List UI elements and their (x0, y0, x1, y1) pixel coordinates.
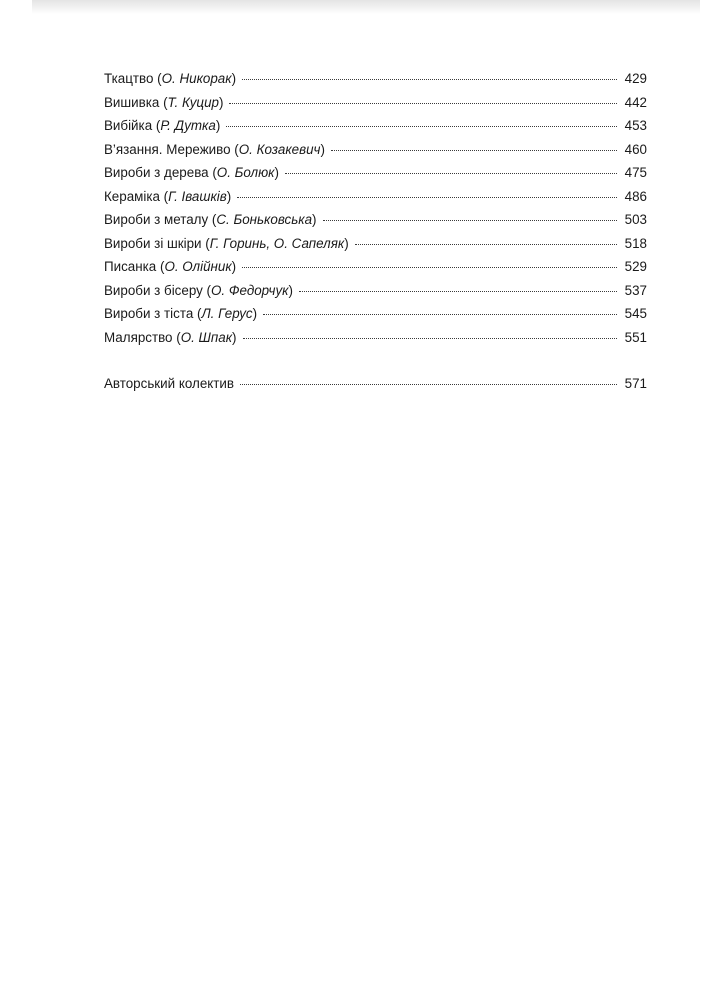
toc-entry-author: О. Шпак (180, 329, 233, 345)
toc-entry-title: Вироби з бісеру (104, 282, 203, 298)
toc-entry-vyshyvka[interactable] (104, 91, 647, 115)
dot-leader (331, 150, 617, 151)
toc-entry-label: Ткацтво (О. Никорак) (104, 71, 237, 86)
toc-entry-page: 460 (624, 141, 647, 157)
toc-entry-author: О. Никорак (161, 71, 232, 86)
dot-leader (229, 103, 617, 104)
toc-entry-page: 537 (624, 282, 647, 298)
toc-entry-author: О. Козакевич (238, 141, 321, 157)
toc-entry-maliarstvo[interactable] (104, 326, 647, 350)
toc-entry-title: Кераміка (104, 188, 160, 204)
dot-leader (242, 79, 617, 80)
toc-entry-title: Авторський колектив (104, 376, 234, 391)
toc-entry-title: Вироби з тіста (104, 306, 194, 321)
toc-entry-page: 551 (624, 329, 647, 345)
toc-entry-author: Т. Куцир (167, 94, 219, 110)
dot-leader (263, 314, 617, 315)
toc-entry-label: Вибійка (Р. Дутка) (104, 118, 221, 133)
toc-entry-title: Вишивка (104, 94, 160, 110)
toc-entry-vyroby-z-dereva[interactable] (104, 161, 647, 185)
toc-entry-label: Кераміка (Г. Івашків) (104, 188, 232, 204)
dot-leader (242, 267, 617, 268)
toc-entry-tkatstvo[interactable] (104, 67, 647, 91)
table-of-contents (104, 67, 647, 396)
toc-entry-title: Вироби зі шкіри (104, 235, 202, 251)
toc-entry-author: Г. Івашків (168, 188, 227, 204)
toc-entry-vybiika[interactable] (104, 114, 647, 138)
toc-entry-page: 442 (624, 94, 647, 110)
toc-entry-page: 475 (624, 165, 647, 180)
dot-leader (237, 197, 617, 198)
dot-leader (355, 244, 617, 245)
toc-entry-title: Ткацтво (104, 71, 154, 86)
toc-entry-author: Л. Герус (201, 306, 253, 321)
toc-entry-label: Вироби з тіста (Л. Герус) (104, 306, 258, 321)
toc-entry-pysanka[interactable] (104, 255, 647, 279)
toc-entry-vyroby-z-tista[interactable] (104, 302, 647, 326)
toc-entry-label: Малярство (О. Шпак) (104, 329, 237, 345)
dot-leader (243, 338, 618, 339)
toc-entry-viazannia[interactable] (104, 138, 647, 162)
toc-entry-page: 545 (624, 306, 647, 321)
toc-entry-keramika[interactable] (104, 185, 647, 209)
toc-entry-title: Малярство (104, 329, 173, 345)
toc-entry-avtorskyi-kolektyv[interactable] (104, 372, 647, 396)
toc-entry-title: Вибійка (104, 118, 153, 133)
dot-leader (226, 126, 617, 127)
page-top-shadow (32, 0, 700, 14)
toc-entry-page: 518 (624, 235, 647, 251)
toc-entry-author: О. Олійник (164, 259, 232, 274)
toc-entry-label: Писанка (О. Олійник) (104, 259, 237, 274)
dot-leader (323, 220, 617, 221)
toc-entry-author: О. Федорчук (211, 282, 289, 298)
toc-entry-title: Вироби з металу (104, 212, 209, 227)
toc-entry-author: Г. Горинь, О. Сапеляк (209, 235, 345, 251)
toc-entry-vyroby-z-biseru[interactable] (104, 279, 647, 303)
toc-entry-label: Вироби з бісеру (О. Федорчук) (104, 282, 293, 298)
toc-entry-page: 486 (624, 188, 647, 204)
toc-entry-author: О. Болюк (216, 165, 275, 180)
toc-entry-page: 529 (624, 259, 647, 274)
toc-entry-title: Писанка (104, 259, 157, 274)
toc-entry-page: 503 (624, 212, 647, 227)
dot-leader (285, 173, 617, 174)
toc-entry-label: В’язання. Мереживо (О. Козакевич) (104, 141, 325, 157)
toc-entry-page: 571 (624, 376, 647, 391)
toc-entry-title: Вироби з дерева (104, 165, 209, 180)
dot-leader (299, 291, 617, 292)
toc-entry-page: 453 (624, 118, 647, 133)
toc-entry-label: Вироби з дерева (О. Болюк) (104, 165, 279, 180)
toc-entry-label: Вироби зі шкіри (Г. Горинь, О. Сапеляк) (104, 235, 349, 251)
toc-entry-label: Вишивка (Т. Куцир) (104, 94, 224, 110)
toc-entry-title: В’язання. Мереживо (104, 141, 231, 157)
dot-leader (240, 384, 617, 385)
toc-entry-label: Вироби з металу (С. Боньковська) (104, 212, 317, 227)
toc-entry-author: С. Боньковська (216, 212, 313, 227)
toc-entry-vyroby-zi-shkiry[interactable] (104, 232, 647, 256)
toc-entry-page: 429 (624, 71, 647, 86)
toc-entry-author: Р. Дутка (160, 118, 216, 133)
toc-entry-vyroby-z-metalu[interactable] (104, 208, 647, 232)
